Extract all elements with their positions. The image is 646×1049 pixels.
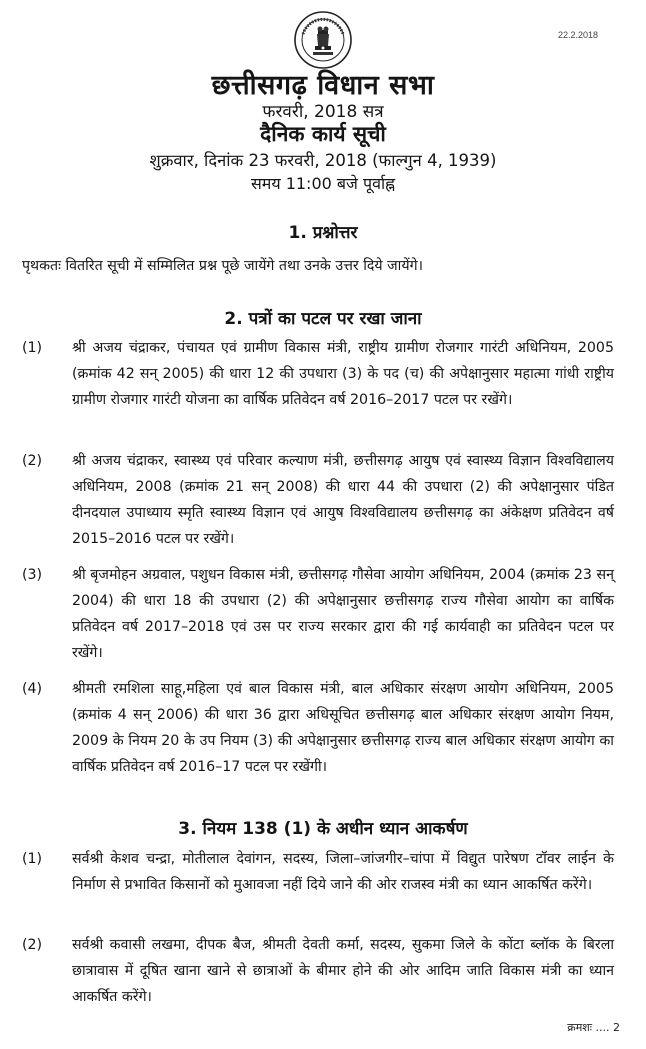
date-line: शुक्रवार, दिनांक 23 फरवरी, 2018 (फाल्गुन 4, 1939) bbox=[149, 151, 497, 170]
item-number: (1) bbox=[22, 340, 43, 356]
item-number: (3) bbox=[22, 567, 43, 583]
item-text: श्री अजय चंद्राकर, पंचायत एवं ग्रामीण विकास मंत्री, राष्ट्रीय ग्रामीण रोजगार गारंटी अधिनियम, 2005 (क्रमांक 42 सन् 2005) की धारा 12 की उपधारा (3) के पद (च) की अपेक्षानुसार महात्मा गांधी राष्ट्रीय ग्रामीण रोजगार गारंटी योजना का वार्षिक प्रतिवेदन वर्ष 2016–2017 पटल पर रखेंगे। bbox=[72, 340, 614, 408]
continuation-marker: क्रमशः .... 2 bbox=[567, 1021, 620, 1034]
assembly-emblem-icon bbox=[293, 10, 353, 70]
assembly-title: छत्तीसगढ़ विधान सभा bbox=[211, 70, 435, 101]
document-header bbox=[0, 70, 646, 194]
section-heading-papers: 2. पत्रों का पटल पर रखा जाना bbox=[224, 309, 422, 329]
item-text: श्री अजय चंद्राकर, स्वास्थ्य एवं परिवार कल्याण मंत्री, छत्तीसगढ़ आयुष एवं स्वास्थ्य विज्ञान विश्वविद्यालय अधिनियम, 2008 (क्रमांक 21 सन् 2008) की धारा 44 की उपधारा (2) की अपेक्षानुसार पंडित दीनदयाल उपाध्याय स्मृति स्वास्थ्य विज्ञान एवं आयुष विश्वविद्यालय छत्तीसगढ़ का अंकेक्षण प्रतिवेदन वर्ष 2015–2016 पटल पर रखेंगे। bbox=[72, 453, 614, 547]
item-text: सर्वश्री केशव चन्द्रा, मोतीलाल देवांगन, सदस्य, जिला–जांजगीर–चांपा में विद्युत पारेषण टॉवर लाईन के निर्माण से प्रभावित किसानों को मुआवजा नहीं दिये जाने की ओर राजस्व मंत्री का ध्यान आकर्षित करेंगे। bbox=[72, 851, 614, 893]
time-line: समय 11:00 बजे पूर्वाह्न bbox=[250, 174, 396, 193]
agenda-title: दैनिक कार्य सूची bbox=[260, 122, 386, 146]
session-label: फरवरी, 2018 सत्र bbox=[262, 102, 384, 122]
item-text: श्रीमती रमशिला साहू,महिला एवं बाल विकास मंत्री, बाल अधिकार संरक्षण आयोग अधिनियम, 2005 (क्रमांक 4 सन् 2006) की धारा 36 द्वारा अधिसूचित छत्तीसगढ़ बाल अधिकार संरक्षण आयोग नियम, 2009 के नियम 20 के उप नियम (3) की अपेक्षानुसार छत्तीसगढ़ राज्य बाल अधिकार संरक्षण आयोग का वार्षिक प्रतिवेदन वर्ष 2016–17 पटल पर रखेंगी। bbox=[72, 681, 614, 775]
item-text: सर्वश्री कवासी लखमा, दीपक बैज, श्रीमती देवती कर्मा, सदस्य, सुकमा जिले के कोंटा ब्लॉक के बिरला छात्रावास में दूषित खाना खाने से छात्राओं के बीमार होने की ओर आदिम जाति विकास मंत्री का ध्यान आकर्षित करेंगे। bbox=[72, 937, 614, 1005]
section-text-questions: पृथकतः वितरित सूची में सम्मिलित प्रश्न पूछे जायेंगे तथा उनके उत्तर दिये जायेंगे। bbox=[22, 258, 423, 274]
item-number: (1) bbox=[22, 851, 43, 867]
item-number: (2) bbox=[22, 453, 43, 469]
item-number: (2) bbox=[22, 937, 43, 953]
date-stamp: 22.2.2018 bbox=[557, 30, 598, 40]
item-number: (4) bbox=[22, 681, 43, 697]
section-heading-questions: 1. प्रश्नोत्तर bbox=[288, 223, 358, 243]
item-text: श्री बृजमोहन अग्रवाल, पशुधन विकास मंत्री, छत्तीसगढ़ गौसेवा आयोग अधिनियम, 2004 (क्रमांक 23 सन् 2004) की धारा 18 की उपधारा (2) की अपेक्षानुसार छत्तीसगढ़ राज्य गौसेवा आयोग का वार्षिक प्रतिवेदन वर्ष 2017–2018 एवं उस पर राज्य सरकार द्वारा की गई कार्यवाही का प्रतिवेदन पटल पर रखेंगे। bbox=[72, 567, 614, 661]
section-heading-attention: 3. नियम 138 (1) के अधीन ध्यान आकर्षण bbox=[178, 819, 468, 839]
